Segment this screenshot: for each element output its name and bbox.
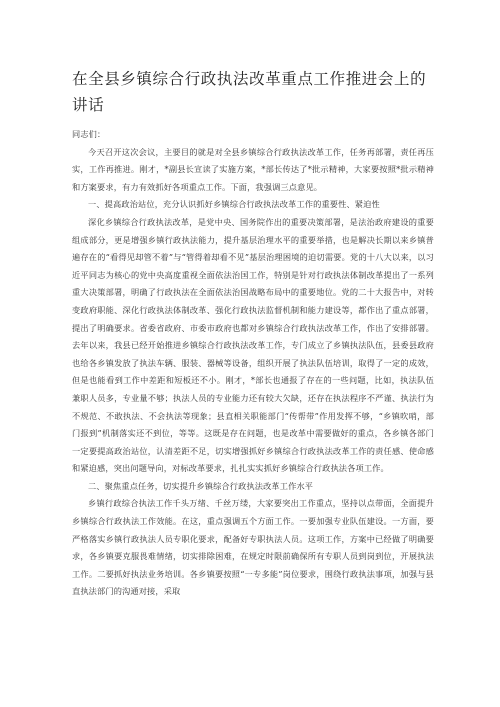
document-title: 在全县乡镇综合行政执法改革重点工作推进会上的讲话 (72, 70, 427, 114)
body-paragraph: 深化乡镇综合行政执法改革，是党中央、国务院作出的重要决策部署，是法治政府建设的重要组成部分，更是增强乡镇行政执法能力，提升基层治理水平的重要举措，也是解决长期以来乡镇普遍存在的“看得见却管不着”与“管得着却看不见”基层治理困境的迫切需要。党的十八大以来，以习近平同志为核心的党中央高度重视全面依法治国工作，特别是针对行政执法体制改革提出了一系列重大决策部署，明确了行政执法在全面依法治国战略布局中的重要地位。党的二十大报告中，对转变政府职能、深化行政执法体制改革、强化行政执法监督机制和能力建设等，都作出了重点部署，提出了明确要求。省委省政府、市委市政府也都对乡镇综合行政执法改革工作，作出了安排部署。去年以来，我县已经开始推进乡镇综合行政执法改革工作，专门成立了乡镇执法队伍，县委县政府也给各乡镇发放了执法车辆、服装、器械等设备，组织开展了执法队伍培训，取得了一定的成效，但是也能看到工作中差距和短板还不小。刚才，*部长也通报了存在的一些问题，比如，执法队伍兼职人员多，专业量不够；执法人员的专业能力还有较大欠缺，还存在执法程序不严谨、执法行为不规范、不敢执法、不会执法等现象；县直相关职能部门“传帮带”作用发挥不够，“乡镇吹哨，部门报到”机制落实还不到位，等等。这既是存在问题，也是改革中需要做好的重点，各乡镇各部门一定要提高政治站位，认清差距不足，切实增强抓好乡镇综合行政执法改革工作的责任感、使命感和紧迫感，突出问题导向，对标改革要求，扎扎实实抓好乡镇综合行政执法各项工作。 (72, 216, 434, 474)
section-heading: 一、提高政治站位，充分认识抓好乡镇综合行政执法改革工作的重要性、紧迫性 (88, 199, 380, 210)
section-heading: 二、聚焦重点任务，切实提升乡镇综合行政执法改革工作水平 (88, 480, 314, 491)
salutation: 同志们： (72, 129, 106, 139)
body-paragraph: 今天召开这次会议，主要目的就是对全县乡镇综合行政执法改革工作，任务再部署，责任再压实，工作再推进。刚才，*副县长宣读了实施方案，*部长传达了*批示精神，大家要按照*批示精神和方案要求，有力有效抓好各项重点工作。下面，我强调三点意见。 (72, 146, 434, 192)
document-body (72, 126, 434, 601)
body-paragraph: 乡镇行政综合执法工作千头万绪、千丝万缕，大家要突出工作重点，坚持以点带面，全面提升乡镇综合行政执法工作效能。在这，重点强调五个方面工作。一要加强专业队伍建设。一方面，要严格落实乡镇行政执法人员专职化要求，配备好专职执法人员。这项工作，方案中已经做了明确要求，各乡镇要克服畏难情绪，切实排除困难，在规定时限前确保所有专职人员到岗到位，开展执法工作。二要抓好执法业务培训。各乡镇要按照“一专多能”岗位要求，围绕行政执法事项，加强与县直执法部门的沟通对接，采取 (72, 498, 434, 597)
